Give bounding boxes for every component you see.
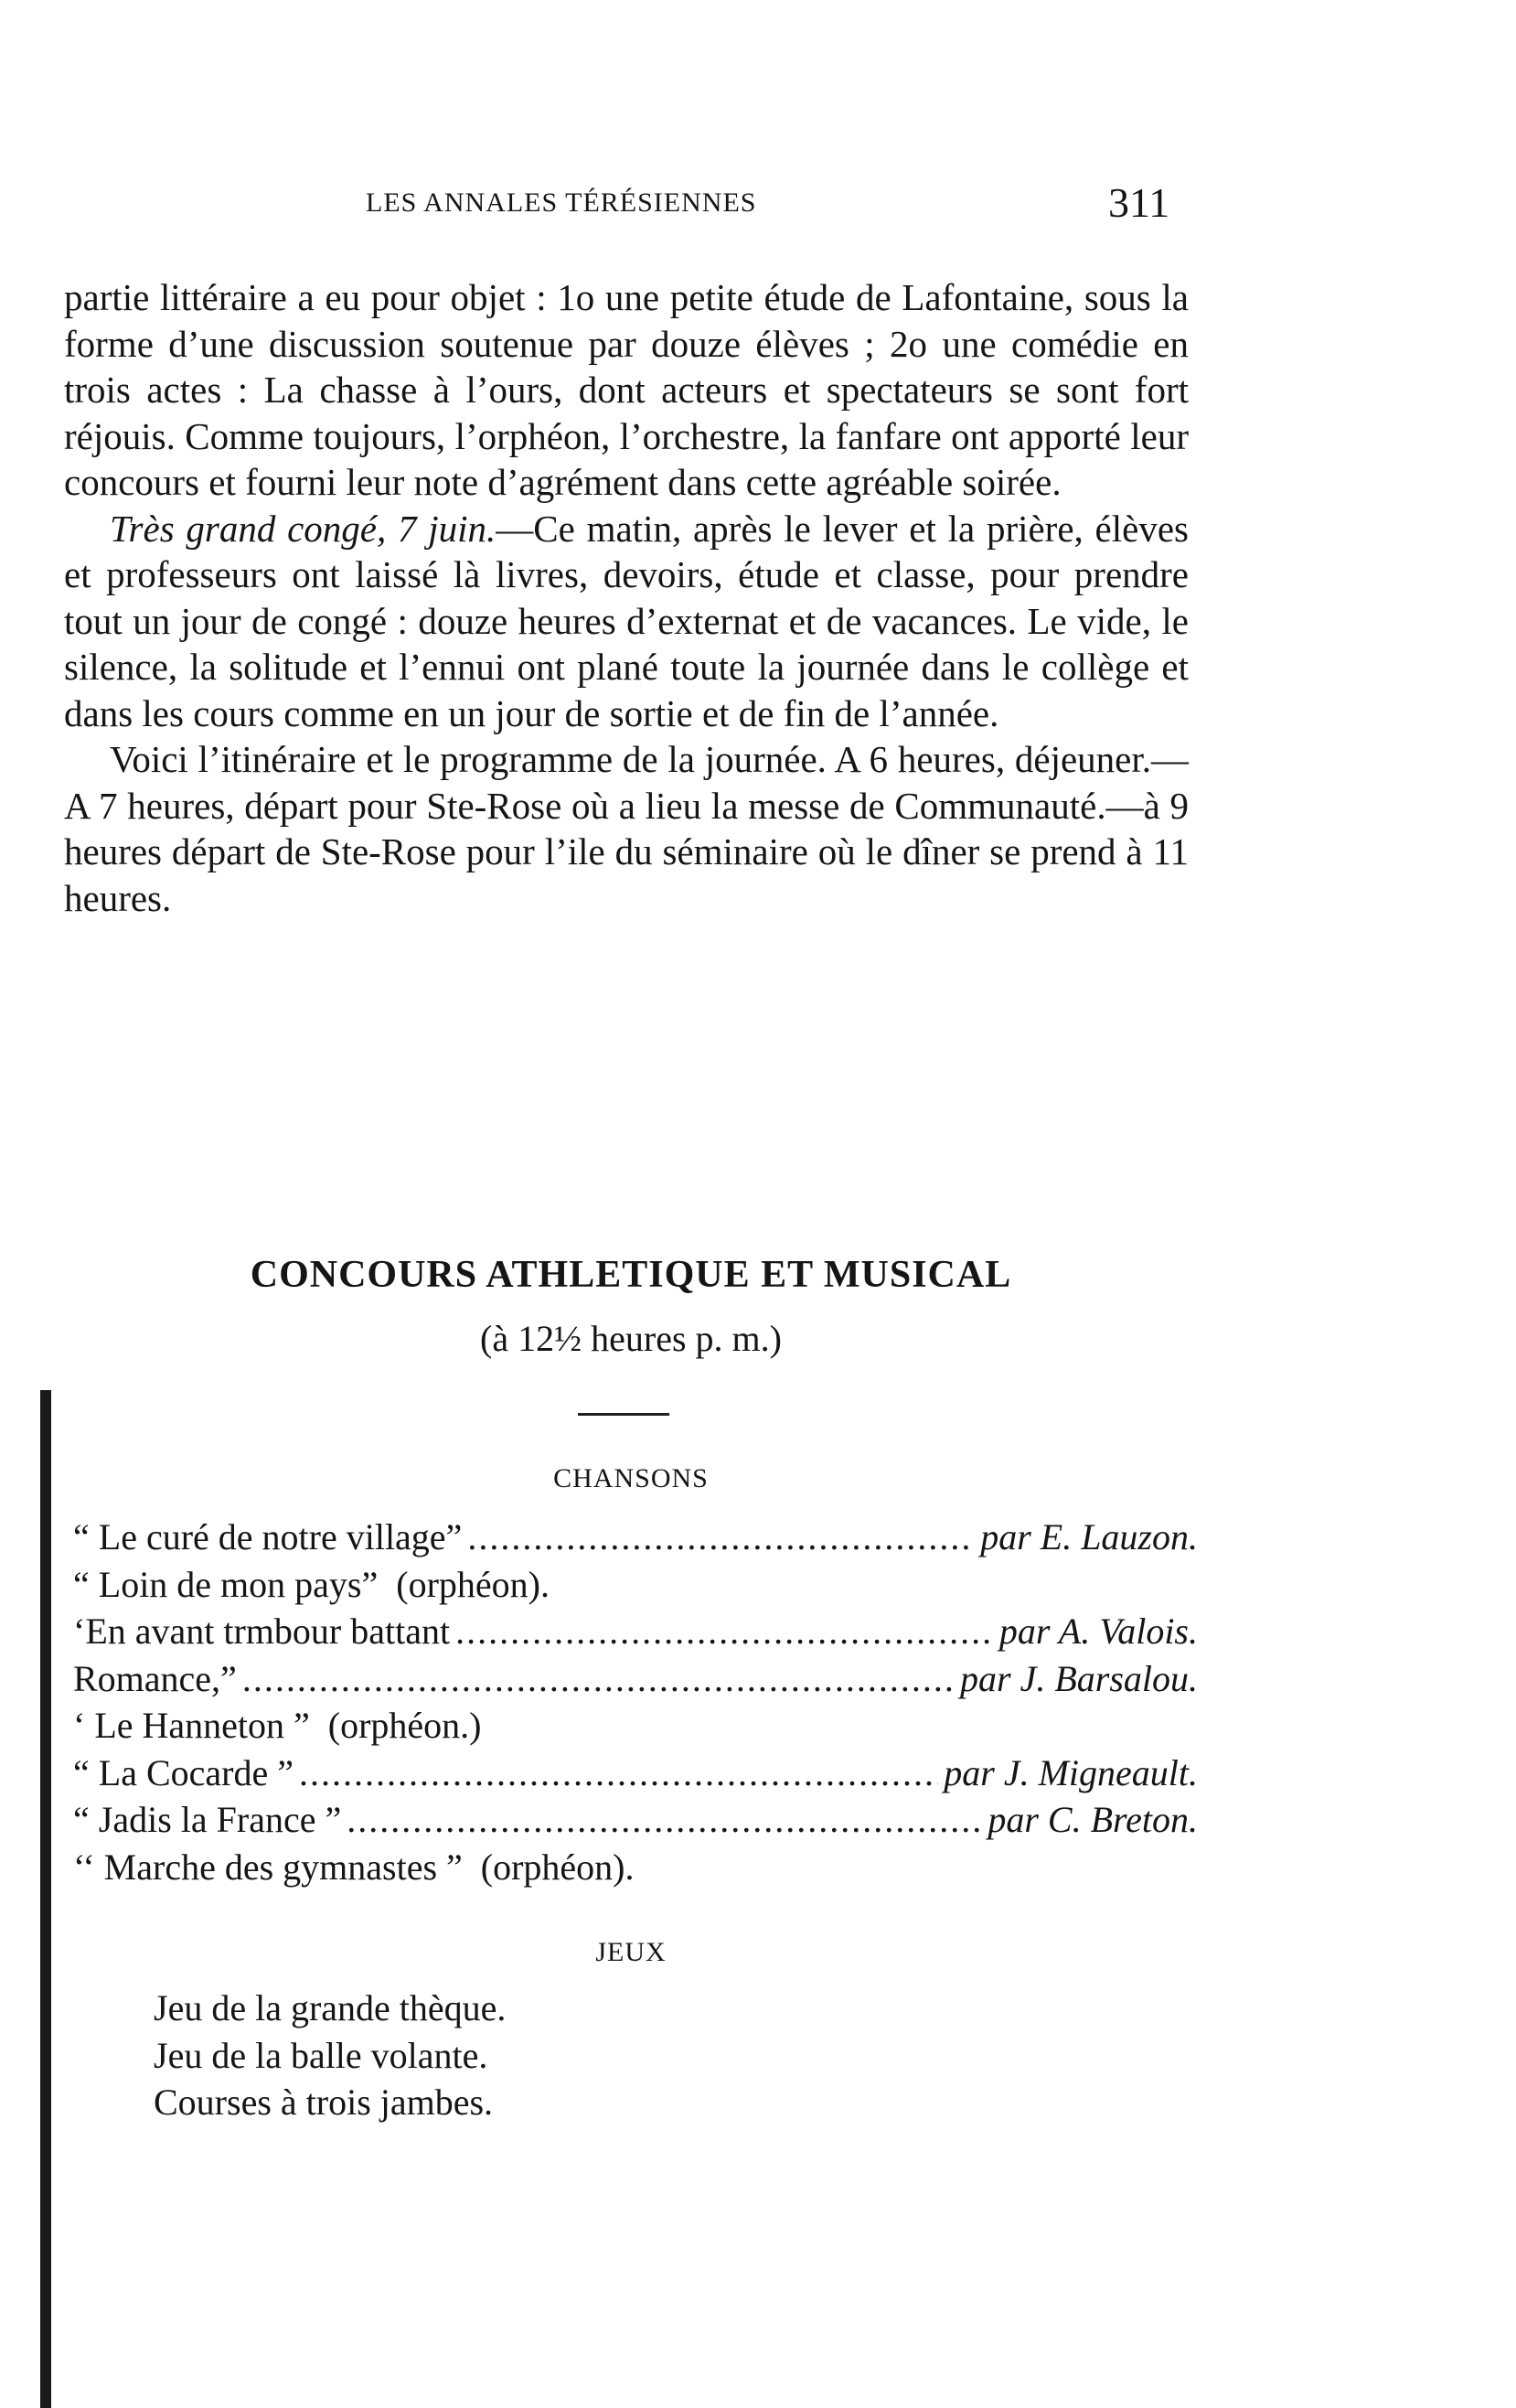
song-item	[73, 1514, 1198, 1561]
leader-dots	[467, 1514, 975, 1561]
song-note: (orphéon).	[396, 1563, 550, 1605]
song-item	[73, 1796, 1198, 1844]
songs-heading: CHANSONS	[553, 1463, 709, 1493]
songs-list	[73, 1514, 1198, 1890]
song-title: “ Le curé de notre village”	[73, 1516, 463, 1557]
song-item	[73, 1655, 1198, 1703]
games-heading: JEUX	[595, 1937, 667, 1967]
song-title: Romance,”	[73, 1657, 237, 1699]
paragraph-2-lead: Très grand congé, 7 juin.	[110, 507, 496, 550]
paragraph-3: Voici l’itinéraire et le programme de la journée. A 6 heures, déjeuner.—A 7 heures, départ pour Ste-Rose où a lieu la messe de Communauté.—à 9 heures départ de Ste-Rose pour l’ile du séminaire où le dîner se prend à 11 heures.	[64, 738, 1189, 919]
song-title: ‘‘ Marche des gymnastes ”	[73, 1846, 463, 1888]
song-item	[73, 1702, 1198, 1750]
song-title: ‘ Le Hanneton ”	[73, 1705, 310, 1746]
song-title: “ Jadis la France ”	[73, 1799, 342, 1840]
song-performer: par C. Breton.	[988, 1799, 1198, 1840]
leader-dots	[347, 1796, 982, 1844]
leader-dots	[455, 1608, 994, 1655]
divider-rule	[578, 1413, 669, 1416]
leader-dots	[299, 1750, 938, 1797]
running-title: LES ANNALES TÉRÉSIENNES	[366, 187, 757, 218]
song-title: “ Loin de mon pays”	[73, 1563, 379, 1605]
margin-bar	[40, 1390, 51, 2408]
song-performer: par J. Barsalou.	[960, 1657, 1198, 1699]
leader-dots	[242, 1655, 955, 1703]
paragraph-2	[64, 506, 1189, 737]
game-item: Jeu de la balle volante.	[154, 2034, 488, 2076]
song-item	[73, 1750, 1198, 1797]
song-performer: par E. Lauzon.	[980, 1516, 1198, 1557]
section-time: (à 12½ heures p. m.)	[480, 1318, 782, 1359]
game-item: Jeu de la grande thèque.	[154, 1987, 507, 2028]
song-item	[73, 1844, 1198, 1891]
song-performer: par J. Migneault.	[944, 1751, 1198, 1793]
song-performer: par A. Valois.	[998, 1611, 1198, 1652]
song-item	[73, 1608, 1198, 1655]
body-text	[64, 274, 1189, 921]
page-number: 311	[1108, 179, 1170, 226]
song-note: (orphéon.)	[327, 1705, 482, 1746]
song-item	[73, 1561, 1198, 1609]
paragraph-1: partie littéraire a eu pour objet : 1o une petite étude de Lafontaine, sous la forme d’une discussion soutenue par douze élèves ; 2o une comédie en trois actes : La chasse à l’ours, dont acteurs et spectateurs se sont fort réjouis. Comme toujours, l’orphéon, l’orchestre, la fanfare ont apporté leur concours et fourni leur note d’agrément dans cette agréable soirée.	[64, 276, 1189, 503]
game-item: Courses à trois jambes.	[154, 2082, 494, 2123]
paragraph-2-text: —Ce matin, après le lever et la prière, élèves et professeurs ont laissé là livres, devoirs, étude et classe, pour prendre tout un jour de congé : douze heures d’externat et de vacances. Le vide, le silence, la solitude et l’ennui ont plané toute la journée dans le collège et dans les cours comme en un jour de sortie et de fin de l’année.	[64, 507, 1189, 734]
song-title: “ La Cocarde ”	[73, 1751, 294, 1793]
song-note: (orphéon).	[480, 1846, 635, 1888]
song-title: ‘En avant trmbour battant	[73, 1611, 451, 1652]
section-title: CONCOURS ATHLETIQUE ET MUSICAL	[250, 1254, 1012, 1296]
games-list	[154, 1985, 506, 2126]
